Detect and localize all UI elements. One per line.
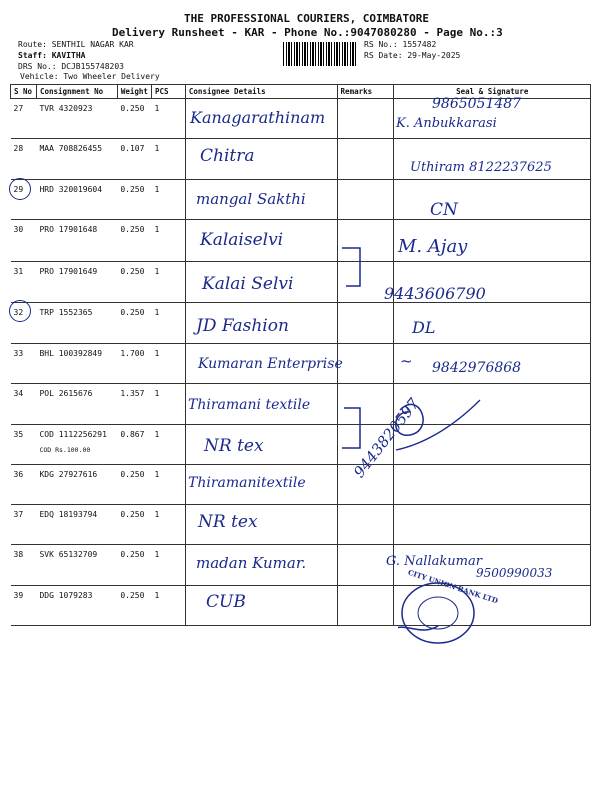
runsheet-title: Delivery Runsheet - KAR - Phone No.:9047080280 - Page No.:3	[112, 26, 503, 39]
weight-cell	[117, 220, 151, 262]
sno-cell-text: 39	[13, 591, 24, 600]
col-pcs: PCS	[151, 85, 185, 99]
consignment-cell	[36, 586, 117, 626]
consignment-cell-text: SVK 65132709	[39, 550, 98, 559]
table-row	[11, 220, 591, 262]
pcs-cell	[151, 425, 185, 465]
rs-date-value: 29-May-2025	[407, 51, 461, 60]
bank-stamp-text: CITY UNION BANK LTD	[406, 567, 500, 606]
weight-cell-text: 0.107	[120, 144, 145, 153]
staff-value: KAVITHA	[51, 51, 86, 60]
consignment-cell	[36, 99, 117, 139]
weight-cell	[117, 384, 151, 425]
consignment-cell-text: EDQ 18193794	[39, 510, 98, 519]
col-signature: Seal & Signature	[394, 85, 591, 99]
weight-cell	[117, 425, 151, 465]
sno-cell	[11, 505, 37, 545]
pcs-cell	[151, 220, 185, 262]
pcs-cell	[151, 505, 185, 545]
consignment-cell-text: KDG 27927616	[39, 470, 98, 479]
pcs-cell-text: 1	[154, 470, 160, 479]
col-consignee: Consignee Details	[185, 85, 337, 99]
weight-cell	[117, 344, 151, 384]
signature-29: CN	[430, 200, 458, 220]
signature-38-name: G. Nallakumar	[386, 554, 482, 569]
pcs-cell	[151, 262, 185, 303]
table-row	[11, 586, 591, 626]
circle-mark-29	[9, 178, 31, 200]
sno-cell	[11, 545, 37, 586]
signature-30: M. Ajay	[398, 236, 468, 257]
sno-cell	[11, 220, 37, 262]
handwritten-name-39: CUB	[206, 592, 246, 612]
pcs-cell	[151, 180, 185, 220]
sno-cell-text: 34	[13, 389, 24, 398]
signature-34-mark	[380, 390, 510, 540]
weight-cell	[117, 465, 151, 505]
weight-cell-text: 1.700	[120, 349, 145, 358]
pcs-cell-text: 1	[154, 104, 160, 113]
weight-cell-text: 0.250	[120, 267, 145, 276]
sno-cell	[11, 99, 37, 139]
pcs-cell-text: 1	[154, 389, 160, 398]
pcs-cell-text: 1	[154, 308, 160, 317]
weight-cell-text: 0.250	[120, 591, 145, 600]
signature-38-phone: 9500990033	[476, 566, 553, 580]
weight-cell	[117, 99, 151, 139]
pcs-cell-text: 1	[154, 185, 160, 194]
signature-35-39-phone: 9443820597	[350, 394, 423, 482]
col-sno: S No	[11, 85, 37, 99]
pcs-cell	[151, 344, 185, 384]
cod-amount: COD Rs.100.00	[39, 446, 91, 454]
consignment-cell	[36, 384, 117, 425]
route-value: SENTHIL NAGAR KAR	[51, 40, 134, 49]
pcs-cell-text: 1	[154, 225, 160, 234]
weight-cell	[117, 303, 151, 344]
sno-cell-text: 32	[13, 308, 24, 317]
weight-cell-text: 0.250	[120, 470, 145, 479]
sno-cell-text: 33	[13, 349, 24, 358]
barcode	[283, 42, 358, 66]
col-remarks: Remarks	[337, 85, 394, 99]
weight-cell-text: 0.867	[120, 430, 145, 439]
sno-cell	[11, 344, 37, 384]
sno-cell-text: 35	[13, 430, 24, 439]
remarks-cell	[337, 99, 394, 139]
weight-cell	[117, 262, 151, 303]
handwritten-name-27: Kanagarathinam	[190, 108, 326, 127]
weight-cell	[117, 180, 151, 220]
consignment-cell	[36, 344, 117, 384]
signature-33: 9842976868	[432, 360, 522, 376]
drs-value: DCJB155748203	[61, 62, 124, 71]
route-line: Route: SENTHIL NAGAR KAR	[18, 40, 134, 49]
consignment-cell-text: HRD 320019604	[39, 185, 103, 194]
consignment-cell-text: COD 1112256291	[39, 430, 107, 439]
staff-line: Staff: KAVITHA	[18, 51, 86, 60]
consignment-cell	[36, 465, 117, 505]
consignment-cell	[36, 262, 117, 303]
handwritten-name-36: Thiramanitextile	[188, 475, 306, 491]
pcs-cell-text: 1	[154, 267, 160, 276]
col-consignment: Consignment No	[36, 85, 117, 99]
sno-cell-text: 30	[13, 225, 24, 234]
handwritten-name-34: Thiramani textile	[188, 397, 311, 413]
drs-line: DRS No.: DCJB155748203	[18, 62, 124, 71]
consignment-cell	[36, 180, 117, 220]
handwritten-name-33: Kumaran Enterprise	[198, 356, 343, 372]
signature-33-scribble: ~	[400, 352, 413, 370]
pcs-cell	[151, 545, 185, 586]
handwritten-name-30: Kalaiselvi	[200, 230, 284, 250]
handwritten-name-31: Kalai Selvi	[202, 274, 294, 294]
pcs-cell	[151, 465, 185, 505]
circle-mark-32	[9, 300, 31, 322]
pcs-cell-text: 1	[154, 349, 160, 358]
remarks-bracket-marks	[330, 240, 370, 460]
handwritten-name-32: JD Fashion	[196, 316, 289, 336]
consignment-cell-text: TVR 4320923	[39, 104, 93, 113]
sno-cell-text: 38	[13, 550, 24, 559]
pcs-cell	[151, 303, 185, 344]
signature-cell	[394, 180, 591, 220]
consignment-cell-text: PRO 17901649	[39, 267, 98, 276]
table-row	[11, 262, 591, 303]
signature-28: Uthiram 8122237625	[410, 160, 552, 175]
weight-cell-text: 0.250	[120, 185, 145, 194]
signature-27-phone: 9865051487	[432, 96, 522, 112]
consignment-cell	[36, 505, 117, 545]
consignment-cell-text: POL 2615676	[39, 389, 93, 398]
weight-cell-text: 0.250	[120, 225, 145, 234]
pcs-cell-text: 1	[154, 510, 160, 519]
sno-cell-text: 27	[13, 104, 24, 113]
col-weight: Weight	[117, 85, 151, 99]
pcs-cell-text: 1	[154, 144, 160, 153]
consignment-cell-text: DDG 1079283	[39, 591, 93, 600]
remarks-cell	[337, 586, 394, 626]
consignment-cell	[36, 220, 117, 262]
handwritten-name-28: Chitra	[200, 146, 255, 166]
sno-cell-text: 36	[13, 470, 24, 479]
weight-cell-text: 0.250	[120, 104, 145, 113]
pcs-cell-text: 1	[154, 430, 160, 439]
sno-cell	[11, 384, 37, 425]
sno-cell-text: 31	[13, 267, 24, 276]
rs-date-line: RS Date: 29-May-2025	[364, 51, 461, 60]
remarks-cell	[337, 139, 394, 180]
weight-cell	[117, 139, 151, 180]
vehicle-value: Two Wheeler Delivery	[63, 72, 160, 81]
sno-cell	[11, 586, 37, 626]
consignment-cell	[36, 139, 117, 180]
consignment-cell-text: MAA 708826455	[39, 144, 103, 153]
pcs-cell	[151, 384, 185, 425]
consignment-cell-text: PRO 17901648	[39, 225, 98, 234]
rs-no-value: 1557482	[402, 40, 437, 49]
table-row	[11, 303, 591, 344]
handwritten-name-38: madan Kumar.	[196, 554, 307, 572]
weight-cell-text: 0.250	[120, 550, 145, 559]
weight-cell-text: 1.357	[120, 389, 145, 398]
sno-cell-text: 37	[13, 510, 24, 519]
pcs-cell-text: 1	[154, 550, 160, 559]
weight-cell-text: 0.250	[120, 510, 145, 519]
signature-31: 9443606790	[384, 284, 486, 303]
handwritten-name-35: NR tex	[204, 436, 264, 456]
sno-cell	[11, 139, 37, 180]
weight-cell	[117, 505, 151, 545]
signature-27-name: K. Anbukkarasi	[396, 116, 497, 131]
consignment-cell	[36, 425, 117, 465]
pcs-cell	[151, 139, 185, 180]
weight-cell	[117, 586, 151, 626]
sno-cell	[11, 425, 37, 465]
consignment-cell	[36, 545, 117, 586]
company-title: THE PROFESSIONAL COURIERS, COIMBATORE	[184, 12, 430, 25]
weight-cell	[117, 545, 151, 586]
sno-cell	[11, 262, 37, 303]
pcs-cell-text: 1	[154, 591, 160, 600]
sno-cell-text: 29	[13, 185, 24, 194]
consignment-cell-text: BHL 100392849	[39, 349, 103, 358]
handwritten-name-37: NR tex	[198, 512, 258, 532]
vehicle-line: Vehicle: Two Wheeler Delivery	[20, 72, 160, 81]
signature-32: DL	[412, 318, 436, 337]
remarks-cell	[337, 180, 394, 220]
handwritten-name-29: mangal Sakthi	[196, 190, 306, 208]
pcs-cell	[151, 99, 185, 139]
sno-cell-text: 28	[13, 144, 24, 153]
weight-cell-text: 0.250	[120, 308, 145, 317]
consignment-cell	[36, 303, 117, 344]
consignment-cell-text: TRP 1552365	[39, 308, 93, 317]
rs-no-line: RS No.: 1557482	[364, 40, 437, 49]
sno-cell	[11, 465, 37, 505]
pcs-cell	[151, 586, 185, 626]
